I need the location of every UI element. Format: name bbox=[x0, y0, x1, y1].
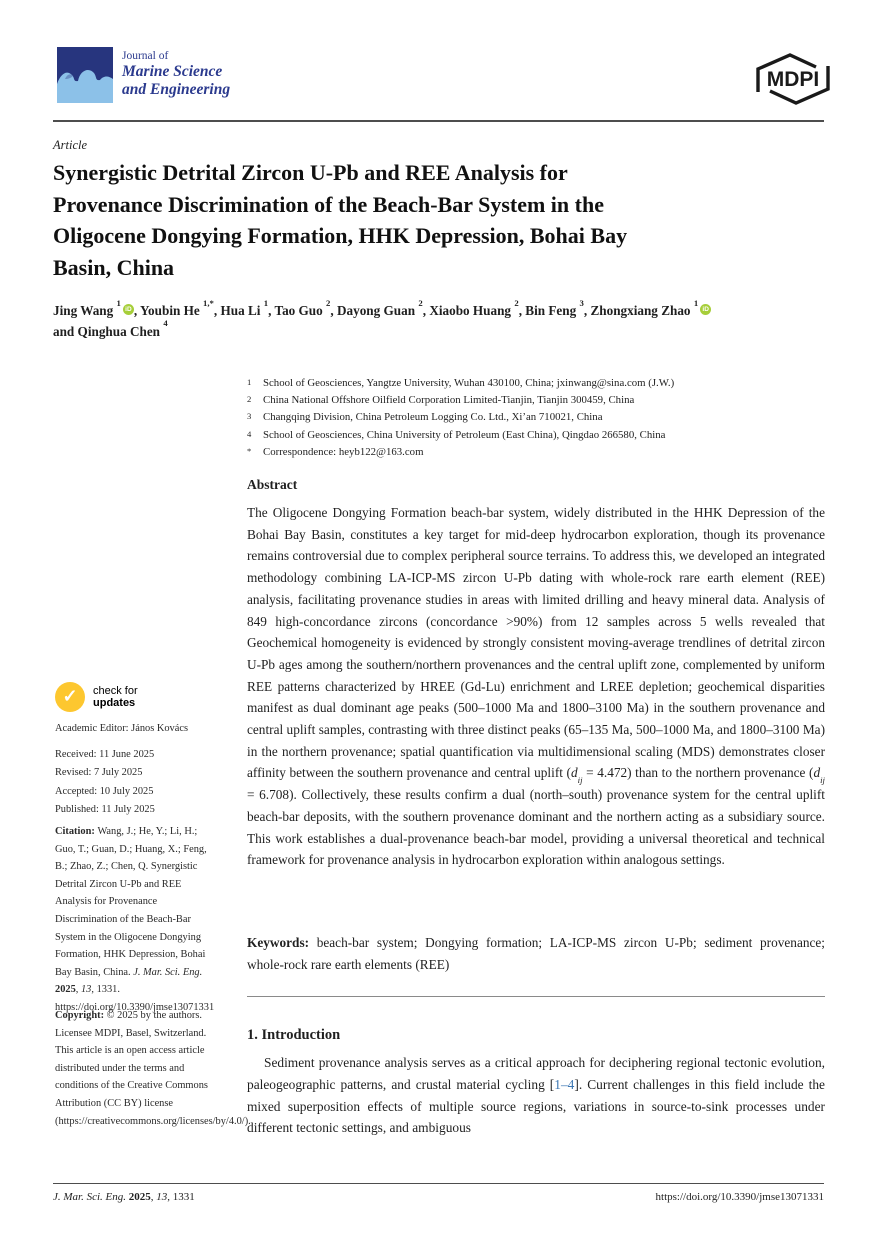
affiliation-text: China National Offshore Oilfield Corporation Limited-Tianjin, Tianjin 300459, China bbox=[263, 394, 635, 407]
affiliation-marker: 2 bbox=[247, 394, 252, 405]
abstract-text: The Oligocene Dongying Formation beach-bar system, widely distributed in the HHK Depression of the Bohai Bay Basin, constitutes a key target for mid-deep hydrocarbon exploration, though its provenance remains controversial due to complex peripheral source terrains. To address this, we developed an integrated methodology combining LA-ICP-MS zircon U-Pb dating with whole-rock rare earth element (REE) analysis, facilitating provenance studies in areas with limited drilling and heavy mineral data. Analysis of 849 high-concordance zircons (concordance >90%) from 12 samples across 5 wells revealed that Geochemical homogeneity is evidenced by strongly consistent moving-average trendlines of detrital zircon U-Pb ages among the southern/northern provenances and the central uplift zone, complemented by uniform REE patterns characterized by HREE (Gd-Lu) enrichment and LREE depletion; geochemical disparities manifest as dual dominant age peaks (500–1000 Ma and 1800–3100 Ma) in the southern provenance and central uplift samples, contrasting with three distinct peaks (65–135 Ma, 500–1000 Ma, and 1800–3100 Ma) in the northern provenance; spatial quantification via multidimensional scaling (MDS) demonstrates closer affinity between the southern provenance and central uplift $(d_{ij} = 4.472)$ than to the northern provenance $(d_{ij} = 6.708)$. Collectively, these results confirm a dual (north–south) provenance system for the central uplift beach-bar deposits, with the southern provenance dominant and the northern acting as a subsidiary source. This work establishes a dual-provenance beach-bar model, providing a universal theoretical and technical framework for provenance analysis in hydrocarbon exploration within analogous settings. bbox=[247, 505, 825, 868]
wave-logo-icon bbox=[57, 47, 113, 103]
citation-block: Citation: Wang, J.; He, Y.; Li, H.; Guo, T.; Guan, D.; Huang, X.; Feng, B.; Zhao, Z.; Chen, Q. Synergistic Detrital Zircon U-Pb and REE Analysis for Provenance Discrimination of the Beach-Bar System in the Oligocene Dongying Formation, HHK Depression, Bohai Bay Basin, China. J. Mar. Sci. Eng. 2025, 13, 1331. https://doi.org/10.3390/jmse13071331 bbox=[55, 826, 215, 1013]
section-divider bbox=[247, 996, 825, 997]
date-line: Accepted: 10 July 2025 bbox=[55, 785, 154, 797]
affiliations bbox=[247, 375, 829, 461]
journal-name-line2: and Engineering bbox=[122, 80, 231, 98]
affiliation-row bbox=[247, 409, 829, 426]
affiliation-marker: 4 bbox=[247, 428, 252, 439]
date-line: Published: 11 July 2025 bbox=[55, 804, 155, 816]
footer-divider bbox=[53, 1183, 824, 1184]
copyright-block: Copyright: © 2025 by the authors. Licensee MDPI, Basel, Switzerland. This article is an open access article distributed under the terms and conditions of the Creative Commons Attribution (CC BY) license (https://creativecommons.org/licenses/by/4.0/). bbox=[55, 1010, 251, 1127]
check-icon: ✓ bbox=[62, 685, 78, 706]
page-title: Synergistic Detrital Zircon U-Pb and REE Analysis for Provenance Discrimination of the Beach-Bar System in the Oligocene Dongying Formation, HHK Depression, Bohai Bay Basin, China bbox=[53, 160, 628, 280]
article-dates bbox=[55, 746, 217, 820]
affiliation-row bbox=[247, 392, 829, 409]
introduction-paragraph: Sediment provenance analysis serves as a critical approach for deciphering regional tectonic evolution, paleogeographic patterns, and crustal material cycling [1–4]. Current challenges in this field include the mixed superposition effects of multiple source regions, variations in source-to-sink processes under different tectonic settings, and ambiguous bbox=[247, 1055, 826, 1136]
affiliation-marker: * bbox=[247, 445, 252, 456]
footer-doi-link[interactable]: https://doi.org/10.3390/jmse13071331 bbox=[655, 1191, 824, 1203]
badge-line1: check for bbox=[93, 684, 138, 697]
affiliation-text: School of Geosciences, China University of Petroleum (East China), Qingdao 266580, China bbox=[263, 428, 666, 441]
orcid-icon[interactable]: iD bbox=[123, 304, 134, 315]
check-for-updates-label bbox=[93, 685, 138, 710]
journal-name bbox=[122, 50, 230, 98]
affiliation-text: Changqing Division, China Petroleum Logging Co. Ltd., Xi’an 710021, China bbox=[263, 411, 603, 424]
affiliation-marker: 3 bbox=[247, 411, 252, 422]
mdpi-hexagon-icon bbox=[750, 50, 836, 108]
affiliation-text: Correspondence: heyb122@163.com bbox=[263, 445, 424, 458]
orcid-icon[interactable]: iD bbox=[700, 304, 711, 315]
journal-name-line1: Marine Science bbox=[122, 63, 223, 80]
affiliation-row bbox=[247, 427, 829, 444]
academic-editor: Academic Editor: János Kovács bbox=[55, 723, 189, 734]
affiliation-marker: 1 bbox=[247, 377, 252, 387]
mdpi-logo-text: MDPI bbox=[766, 68, 820, 91]
author-list: Jing Wang $^1$iD , Youbin He $^{1,*}$, Hua Li $^1$, Tao Guo $^2$, Dayong Guan $^2$, Xiaobo Huang $^2$, Bin Feng $^3$, Zhongxiang Zhao $^1$iD and Qinghua Chen $^4$ bbox=[53, 301, 828, 342]
date-line: Received: 11 June 2025 bbox=[55, 749, 155, 760]
footer-journal-reference: J. Mar. Sci. Eng. 2025, 13, 1331 bbox=[53, 1191, 195, 1203]
introduction-heading: 1. Introduction bbox=[247, 1027, 341, 1043]
journal-logo bbox=[57, 47, 113, 103]
check-for-updates-button[interactable] bbox=[55, 682, 138, 712]
affiliation-text: School of Geosciences, Yangtze University, Wuhan 430100, China; jxinwang@sina.com (J.W.) bbox=[263, 377, 675, 389]
date-line: Revised: 7 July 2025 bbox=[55, 767, 143, 779]
article-type-label: Article bbox=[53, 138, 88, 152]
journal-name-prefix: Journal of bbox=[122, 50, 169, 62]
keywords: Keywords: beach-bar system; Dongying formation; LA-ICP-MS zircon U-Pb; sediment provenance; whole-rock rare earth elements (REE) bbox=[247, 935, 825, 972]
abstract-heading: Abstract bbox=[247, 477, 298, 492]
header-divider bbox=[53, 120, 824, 122]
affiliation-row bbox=[247, 444, 829, 461]
mdpi-logo[interactable] bbox=[750, 50, 836, 108]
badge-line2: updates bbox=[93, 697, 136, 709]
reference-link[interactable]: 1–4 bbox=[554, 1076, 575, 1092]
crossmark-icon bbox=[55, 682, 85, 712]
affiliation-row bbox=[247, 375, 829, 392]
